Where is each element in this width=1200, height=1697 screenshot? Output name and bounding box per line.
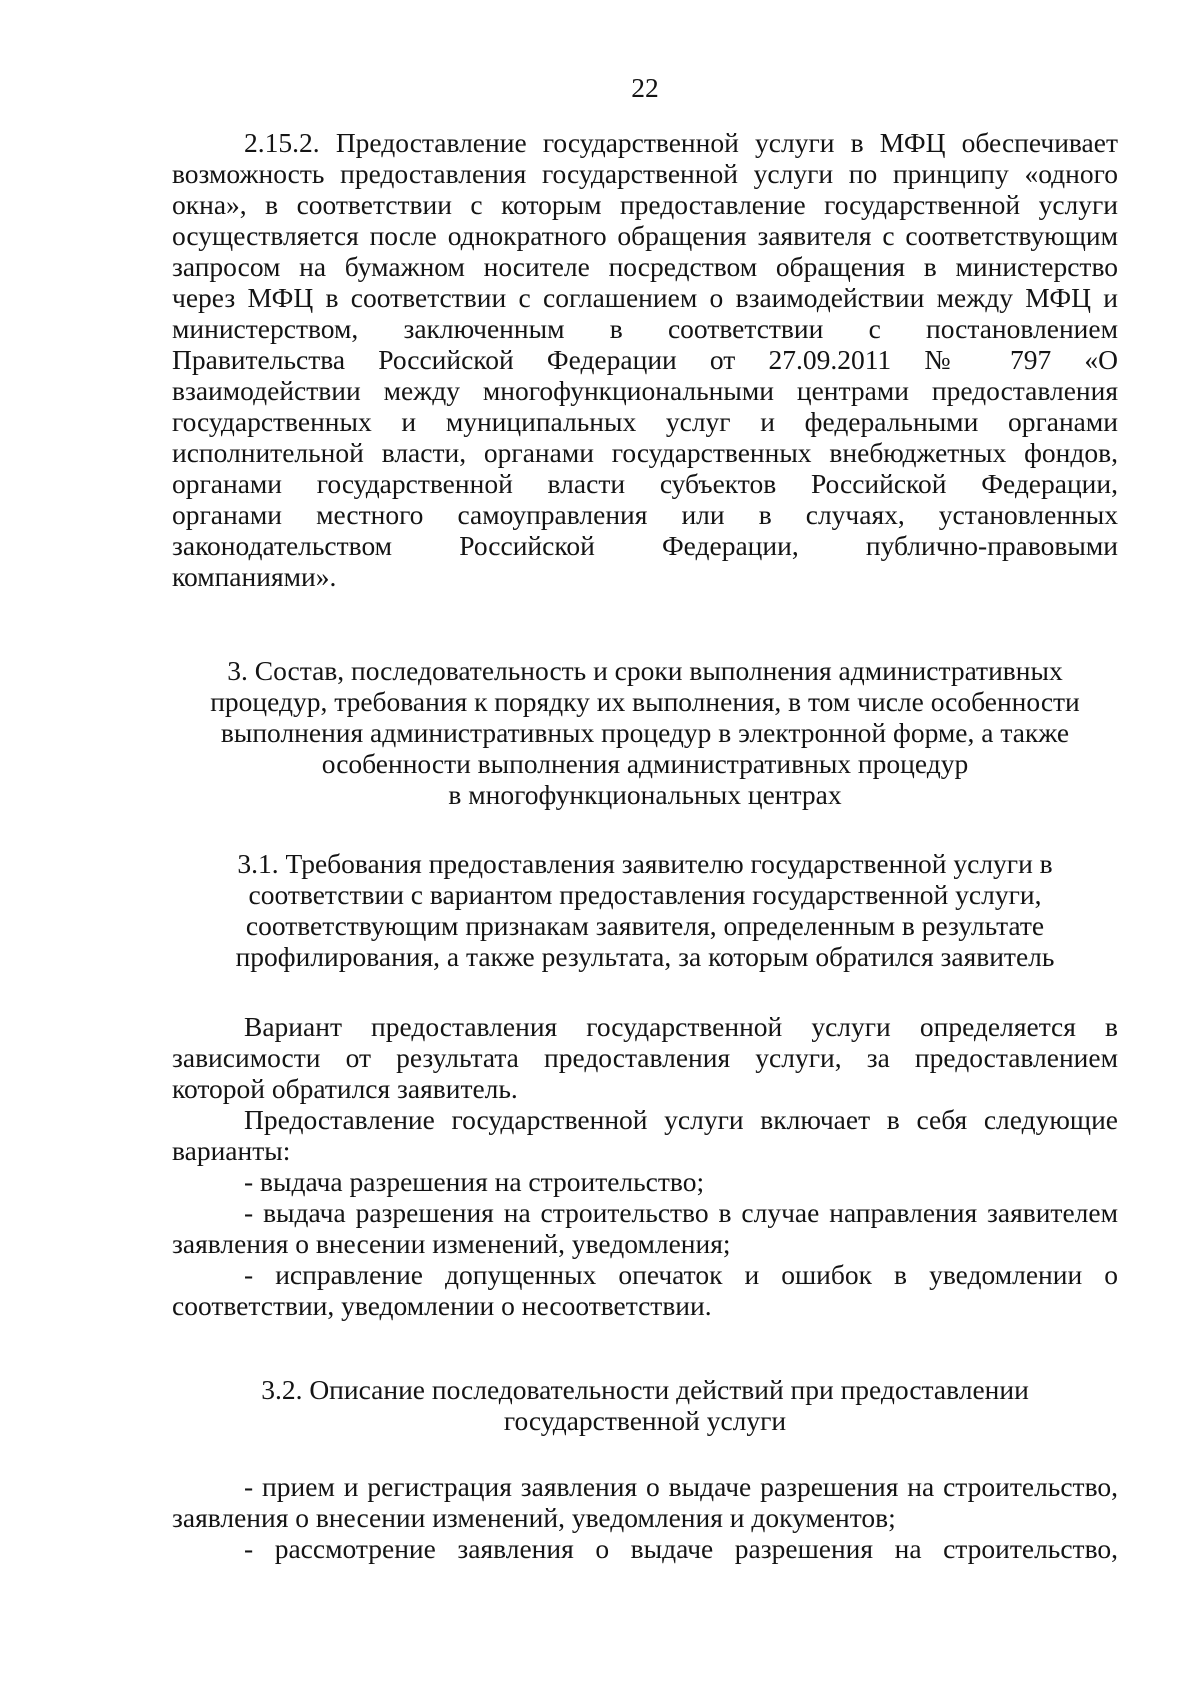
- section-3-2-heading: [172, 1374, 1118, 1436]
- list-item-continuation: соответствии, уведомлении о несоответствии.: [172, 1290, 712, 1321]
- text-line: возможность предоставления государственной услуги по принципу «одного: [172, 158, 1118, 189]
- list-item-continuation: заявления о внесении изменений, уведомления и документов;: [172, 1502, 896, 1533]
- section-3-1-heading: [172, 848, 1118, 972]
- paragraph-2-15-2: [172, 127, 1118, 592]
- text-line: 2.15.2. Предоставление государственной услуги в МФЦ обеспечивает: [244, 127, 1118, 158]
- heading-line: 3. Состав, последовательность и сроки выполнения административных: [227, 655, 1063, 686]
- heading-line: выполнения административных процедур в электронной форме, а также: [220, 717, 1070, 748]
- text-line: Правительства Российской Федерации от 27.09.2011 № 797 «О: [172, 344, 1118, 375]
- text-line: варианты:: [172, 1135, 291, 1166]
- variants-section: [172, 1011, 1118, 1321]
- text-line: взаимодействии между многофункциональными центрами предоставления: [172, 375, 1118, 406]
- page-number: 22: [631, 72, 659, 103]
- text-line: которой обратился заявитель.: [172, 1073, 518, 1104]
- list-item-continuation: заявления о внесении изменений, уведомления;: [172, 1228, 731, 1259]
- heading-line: 3.1. Требования предоставления заявителю государственной услуги в: [237, 848, 1053, 879]
- actions-list: [172, 1471, 1118, 1564]
- text-line: через МФЦ в соответствии с соглашением о взаимодействии между МФЦ и: [172, 282, 1118, 313]
- list-item: - прием и регистрация заявления о выдаче разрешения на строительство,: [244, 1471, 1118, 1502]
- text-line: компаниями».: [172, 561, 337, 592]
- heading-line: профилирования, а также результата, за которым обратился заявитель: [235, 941, 1055, 972]
- text-line: зависимости от результата предоставления услуги, за предоставлением: [172, 1042, 1118, 1073]
- list-item: - рассмотрение заявления о выдаче разрешения на строительство,: [244, 1533, 1118, 1564]
- heading-line: процедур, требования к порядку их выполнения, в том числе особенности: [210, 686, 1080, 717]
- text-line: министерством, заключенным в соответствии с постановлением: [172, 313, 1118, 344]
- text-line: исполнительной власти, органами государственных внебюджетных фондов,: [172, 437, 1118, 468]
- list-item: - исправление допущенных опечаток и ошибок в уведомлении о: [244, 1259, 1118, 1290]
- heading-line: в многофункциональных центрах: [448, 779, 842, 810]
- list-item: - выдача разрешения на строительство;: [244, 1166, 705, 1197]
- heading-line: 3.2. Описание последовательности действий при предоставлении: [261, 1374, 1029, 1405]
- text-line: окна», в соответствии с которым предоставление государственной услуги: [172, 189, 1118, 220]
- heading-line: государственной услуги: [503, 1405, 787, 1436]
- list-item: - выдача разрешения на строительство в случае направления заявителем: [244, 1197, 1118, 1228]
- text-line: государственных и муниципальных услуг и федеральными органами: [172, 406, 1118, 437]
- section-3-heading: [172, 655, 1118, 810]
- heading-line: особенности выполнения административных процедур: [321, 748, 969, 779]
- text-line: законодательством Российской Федерации, публично-правовыми: [172, 530, 1118, 561]
- heading-line: соответствующим признакам заявителя, определенным в результате: [245, 910, 1045, 941]
- text-line: Предоставление государственной услуги включает в себя следующие: [244, 1104, 1118, 1135]
- text-line: органами местного самоуправления или в случаях, установленных: [172, 499, 1118, 530]
- text-line: Вариант предоставления государственной услуги определяется в: [244, 1011, 1118, 1042]
- text-line: осуществляется после однократного обращения заявителя с соответствующим: [172, 220, 1118, 251]
- heading-line: соответствии с вариантом предоставления государственной услуги,: [248, 879, 1042, 910]
- text-line: органами государственной власти субъектов Российской Федерации,: [172, 468, 1118, 499]
- text-line: запросом на бумажном носителе посредством обращения в министерство: [172, 251, 1118, 282]
